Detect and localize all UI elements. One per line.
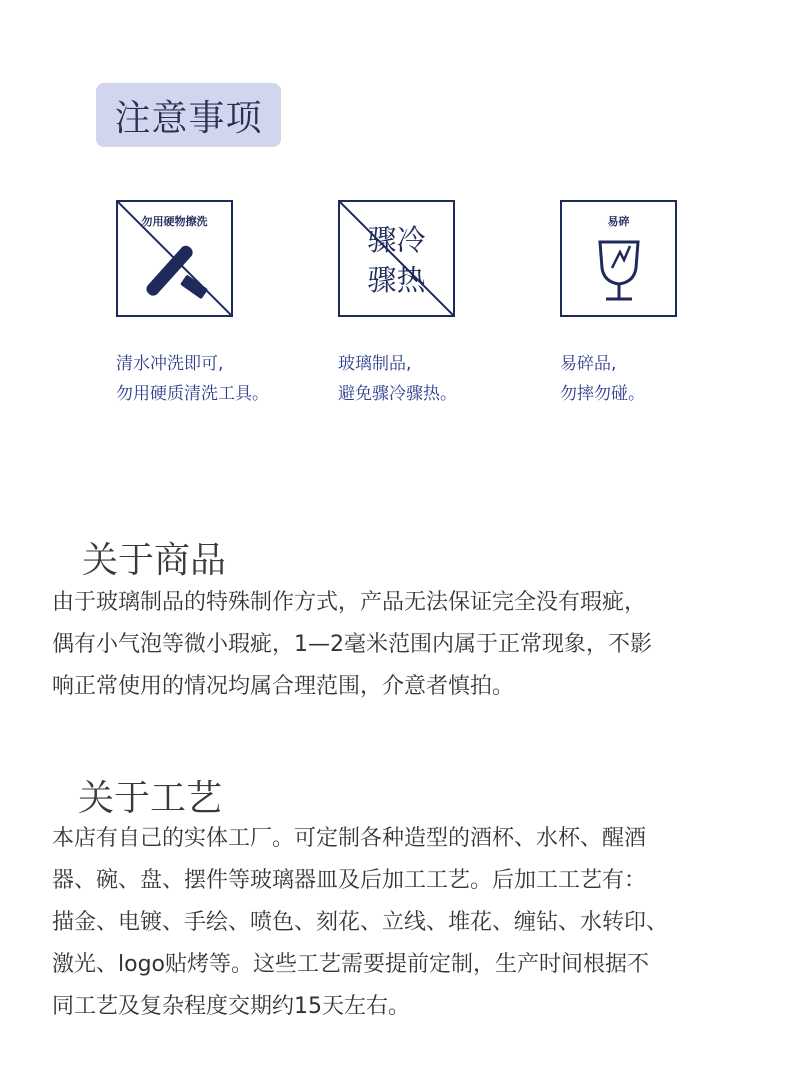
paragraph-line: 偶有小气泡等微小瑕疵，1—2毫米范围内属于正常现象，不影 [52, 632, 652, 657]
paragraph-line: 本店有自己的实体工厂。可定制各种造型的酒杯、水杯、醒酒 [52, 826, 647, 851]
notice-title: 注意事项 [96, 83, 281, 147]
product-section-title: 关于商品 [82, 540, 227, 581]
product-paragraph [52, 582, 752, 708]
icon-text-hot: 骤热 [367, 263, 426, 297]
caption-no-hard-object: 清水冲洗即可, 勿用硬质清洗工具。 [116, 354, 269, 404]
icon-label: 易碎 [607, 215, 630, 228]
paragraph-line: 描金、电镀、手绘、喷色、刻花、立线、堆花、缠钻、水转印、 [52, 910, 669, 935]
no-hard-object-scrub-icon [116, 200, 233, 317]
caption-no-sudden-temperature: 玻璃制品, 避免骤冷骤热。 [338, 354, 457, 404]
craft-paragraph [52, 818, 752, 1028]
paragraph-line: 器、碗、盘、摆件等玻璃器皿及后加工工艺。后加工工艺有： [52, 868, 647, 893]
paragraph-line: 响正常使用的情况均属合理范围，介意者慎拍。 [52, 674, 515, 699]
paragraph-line: 激光、logo贴烤等。这些工艺需要提前定制，生产时间根据不 [52, 952, 649, 977]
icon-text-cold: 骤冷 [367, 223, 426, 257]
paragraph-line: 由于玻璃制品的特殊制作方式，产品无法保证完全没有瑕疵， [52, 590, 647, 615]
caption-fragile: 易碎品, 勿摔勿碰。 [560, 354, 645, 404]
paragraph-line: 同工艺及复杂程度交期约15天左右。 [52, 994, 410, 1019]
icon-label: 勿用硬物擦洗 [141, 215, 208, 228]
no-sudden-temperature-icon [338, 200, 455, 317]
fragile-icon [560, 200, 677, 317]
craft-section-title: 关于工艺 [78, 778, 223, 819]
